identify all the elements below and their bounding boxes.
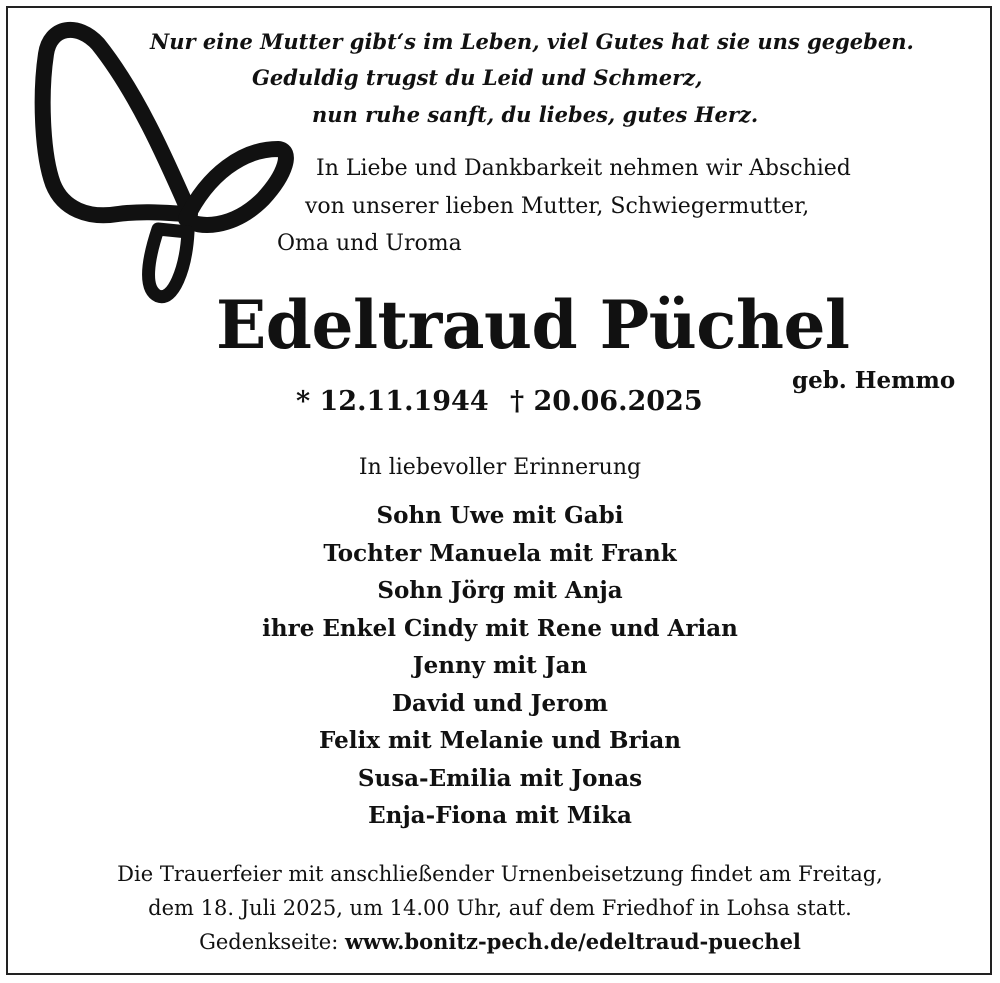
memorial-link[interactable]: www.bonitz-pech.de/edeltraud-puechel — [344, 929, 801, 954]
birth-date: * 12.11.1944 — [296, 386, 489, 417]
family-member: Enja-Fiona mit Mika — [368, 802, 632, 829]
family-member: ihre Enkel Cindy mit Rene und Arian — [262, 614, 738, 642]
intro-line-2: von unserer lieben Mutter, Schwiegermutter, — [305, 194, 810, 219]
family-member: Felix mit Melanie und Brian — [319, 727, 681, 754]
ceremony-line-1: Die Trauerfeier mit anschließender Urnenbeisetzung findet am Freitag, — [117, 862, 883, 886]
family-list — [0, 497, 1000, 835]
family-member: Sohn Jörg mit Anja — [377, 577, 623, 604]
deceased-name: Edeltraud Püchel — [216, 286, 850, 364]
ceremony-info — [0, 857, 1000, 959]
family-member: Sohn Uwe mit Gabi — [376, 502, 624, 529]
intro-line-1: In Liebe und Dankbarkeit nehmen wir Abschied — [316, 156, 851, 181]
poem-line-3: nun ruhe sanft, du liebes, gutes Herz. — [312, 102, 759, 127]
memory-heading: In liebevoller Erinnerung — [358, 455, 642, 480]
memorial-line — [0, 925, 1000, 959]
family-member: Jenny mit Jan — [412, 652, 588, 679]
family-member: Tochter Manuela mit Frank — [323, 539, 677, 567]
family-member: David und Jerom — [392, 689, 608, 717]
ceremony-line-2: dem 18. Juli 2025, um 14.00 Uhr, auf dem Friedhof in Lohsa statt. — [148, 896, 852, 920]
memorial-label: Gedenkseite: — [199, 930, 339, 954]
butterfly-icon — [18, 14, 298, 304]
poem-line-2: Geduldig trugst du Leid und Schmerz, — [252, 65, 703, 90]
death-date: † 20.06.2025 — [510, 386, 703, 417]
family-member: Susa-Emilia mit Jonas — [357, 764, 643, 792]
intro-line-3: Oma und Uroma — [277, 231, 462, 256]
maiden-name: geb. Hemmo — [792, 367, 956, 394]
poem-line-1: Nur eine Mutter gibt‘s im Leben, viel Gutes hat sie uns gegeben. — [150, 29, 914, 54]
